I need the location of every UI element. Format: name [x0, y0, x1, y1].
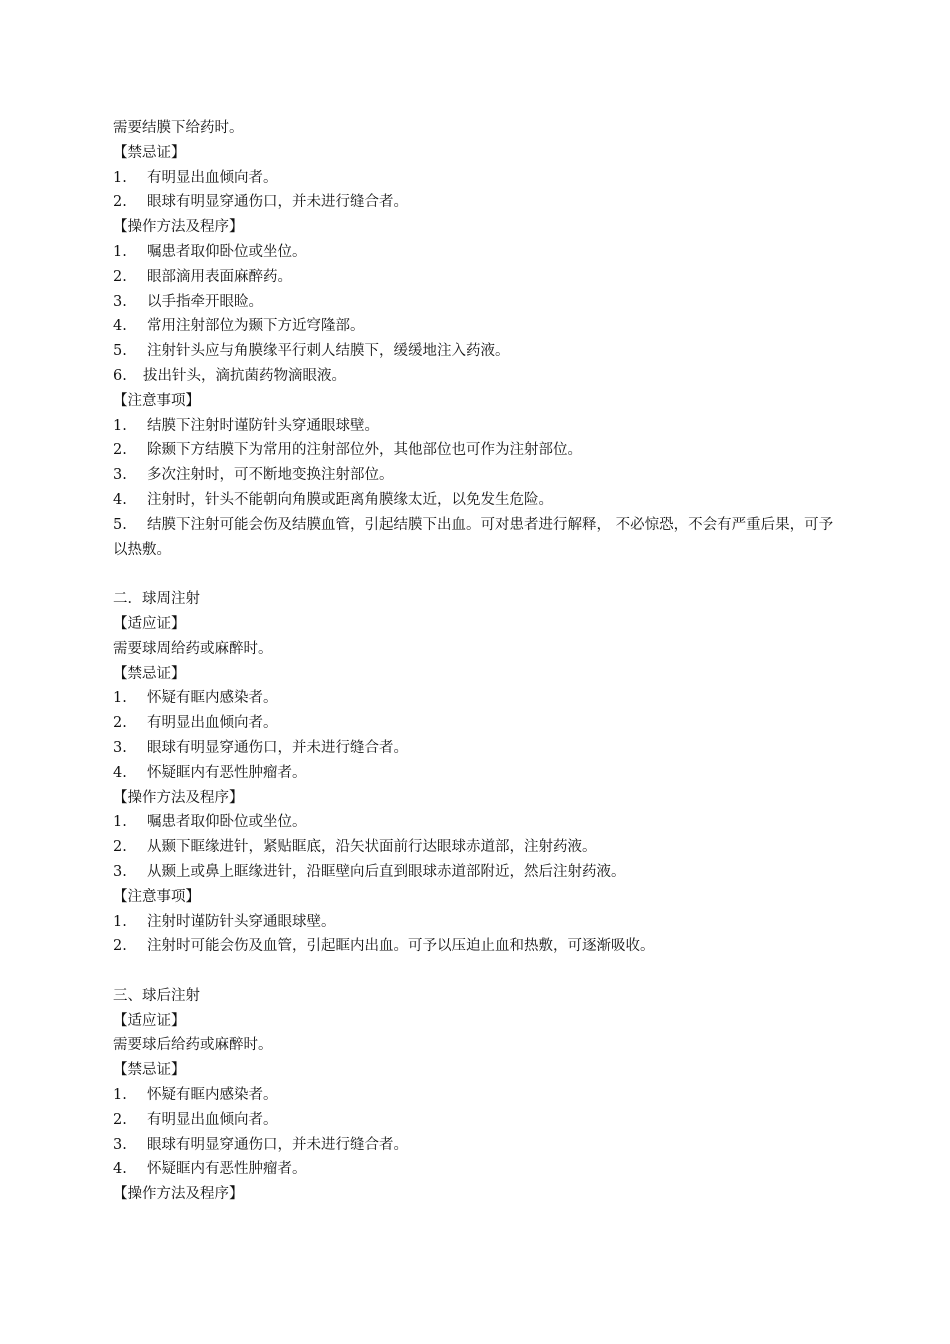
item-number: 1.: [113, 169, 127, 186]
list-item: [113, 860, 843, 885]
item-text: 注射时谨防针头穿通眼球壁。: [147, 913, 336, 930]
item-text: 拔出针头，滴抗菌药物滴眼液。: [143, 367, 346, 384]
item-text: 结膜下注射时谨防针头穿通眼球壁。: [147, 417, 379, 434]
item-text: 嘱患者取仰卧位或坐位。: [147, 814, 307, 831]
s3-heading: 三、球后注射: [113, 987, 200, 1004]
item-text: 除颞下方结膜下为常用的注射部位外，其他部位也可作为注射部位。: [147, 442, 582, 459]
list-item: [113, 414, 843, 439]
s2-contra-title: 【禁忌证】: [113, 665, 186, 682]
item-text: 怀疑眶内有恶性肿瘤者。: [147, 764, 307, 781]
item-number: 5.: [113, 343, 127, 360]
s2-ind-title: 【适应证】: [113, 615, 186, 632]
list-item: [113, 736, 843, 761]
list-item: [113, 190, 843, 215]
s2-ind: 需要球周给药或麻醉时。: [113, 640, 273, 657]
list-item: [113, 1083, 843, 1108]
s1-contra-title: 【禁忌证】: [113, 144, 186, 161]
s1-intro: 需要结膜下给药时。: [113, 120, 244, 136]
list-item: [113, 265, 843, 290]
list-item: [113, 463, 843, 488]
item-text: 注射针头应与角膜缘平行刺人结膜下，缓缓地注入药液。: [147, 343, 510, 360]
item-number: 3.: [113, 293, 127, 310]
item-number: 1.: [113, 913, 127, 930]
item-text: 有明显出血倾向者。: [147, 1111, 278, 1128]
item-number: 2.: [113, 194, 127, 211]
list-item: [113, 438, 843, 463]
item-number: 1.: [113, 1087, 127, 1104]
item-text: 眼球有明显穿通伤口，并未进行缝合者。: [147, 739, 408, 756]
item-number: 2.: [113, 839, 127, 856]
item-number: 2.: [113, 715, 127, 732]
list-item: [113, 364, 843, 389]
item-number: 5.: [113, 516, 127, 533]
spacer: [113, 959, 843, 984]
item-text: 多次注射时，可不断地变换注射部位。: [147, 467, 394, 484]
s3-contra-title: 【禁忌证】: [113, 1062, 186, 1079]
list-item: [113, 934, 843, 959]
item-text: 有明显出血倾向者。: [147, 715, 278, 732]
s2-heading: 二．球周注射: [113, 591, 200, 608]
item-text: 怀疑有眶内感染者。: [147, 1087, 278, 1104]
item-text: 怀疑眶内有恶性肿瘤者。: [147, 1161, 307, 1178]
item-text: 眼部滴用表面麻醉药。: [147, 268, 292, 285]
item-text: 眼球有明显穿通伤口，并未进行缝合者。: [147, 1136, 408, 1153]
list-item: [113, 314, 843, 339]
list-item: [113, 290, 843, 315]
item-number: 2.: [113, 1111, 127, 1128]
item-number: 4.: [113, 764, 127, 781]
item-text: 注射时可能会伤及血管，引起眶内出血。可予以压迫止血和热敷，可逐渐吸收。: [147, 938, 655, 955]
item-number: 1.: [113, 417, 127, 434]
item-text: 有明显出血倾向者。: [147, 169, 278, 186]
list-item: [113, 810, 843, 835]
item-text: 眼球有明显穿通伤口，并未进行缝合者。: [147, 194, 408, 211]
list-item: [113, 488, 843, 513]
s2-proc-title: 【操作方法及程序】: [113, 789, 244, 806]
item-text: 嘱患者取仰卧位或坐位。: [147, 243, 307, 260]
item-number: 1.: [113, 814, 127, 831]
item-number: 4.: [113, 318, 127, 335]
list-item: [113, 166, 843, 191]
s3-proc-title: 【操作方法及程序】: [113, 1186, 244, 1203]
spacer: [113, 562, 843, 587]
list-item: [113, 339, 843, 364]
list-item: [113, 1157, 843, 1182]
s3-ind-title: 【适应证】: [113, 1012, 186, 1029]
item-text: 注射时，针头不能朝向角膜或距离角膜缘太近，以免发生危险。: [147, 491, 553, 508]
list-item: [113, 513, 838, 563]
list-item: [113, 686, 843, 711]
list-item: [113, 711, 843, 736]
item-number: 1.: [113, 690, 127, 707]
document-page: [113, 116, 843, 1207]
item-number: 3.: [113, 1136, 127, 1153]
item-number: 3.: [113, 467, 127, 484]
item-number: 4.: [113, 491, 127, 508]
list-item: [113, 761, 843, 786]
item-number: 2.: [113, 268, 127, 285]
item-text: 结膜下注射可能会伤及结膜血管，引起结膜下出血。可对患者进行解释， 不必惊恐，不会有严重后果，可予以热敷。: [113, 516, 834, 558]
list-item: [113, 1108, 843, 1133]
item-number: 3.: [113, 863, 127, 880]
item-number: 2.: [113, 938, 127, 955]
s2-notes-title: 【注意事项】: [113, 888, 200, 905]
list-item: [113, 835, 843, 860]
s3-ind: 需要球后给药或麻醉时。: [113, 1037, 273, 1054]
item-number: 2.: [113, 442, 127, 459]
list-item: [113, 1133, 843, 1158]
item-text: 怀疑有眶内感染者。: [147, 690, 278, 707]
item-number: 1.: [113, 243, 127, 260]
item-number: 6.: [113, 367, 127, 384]
s1-proc-title: 【操作方法及程序】: [113, 219, 244, 236]
s1-notes-title: 【注意事项】: [113, 392, 200, 409]
list-item: [113, 910, 843, 935]
item-text: 从颞上或鼻上眶缘进针，沿眶壁向后直到眼球赤道部附近，然后注射药液。: [147, 863, 626, 880]
item-number: 3.: [113, 739, 127, 756]
item-text: 以手指牵开眼睑。: [147, 293, 263, 310]
list-item: [113, 240, 843, 265]
item-number: 4.: [113, 1161, 127, 1178]
item-text: 常用注射部位为颞下方近穹隆部。: [147, 318, 365, 335]
item-text: 从颞下眶缘进针，紧贴眶底，沿矢状面前行达眼球赤道部，注射药液。: [147, 839, 597, 856]
